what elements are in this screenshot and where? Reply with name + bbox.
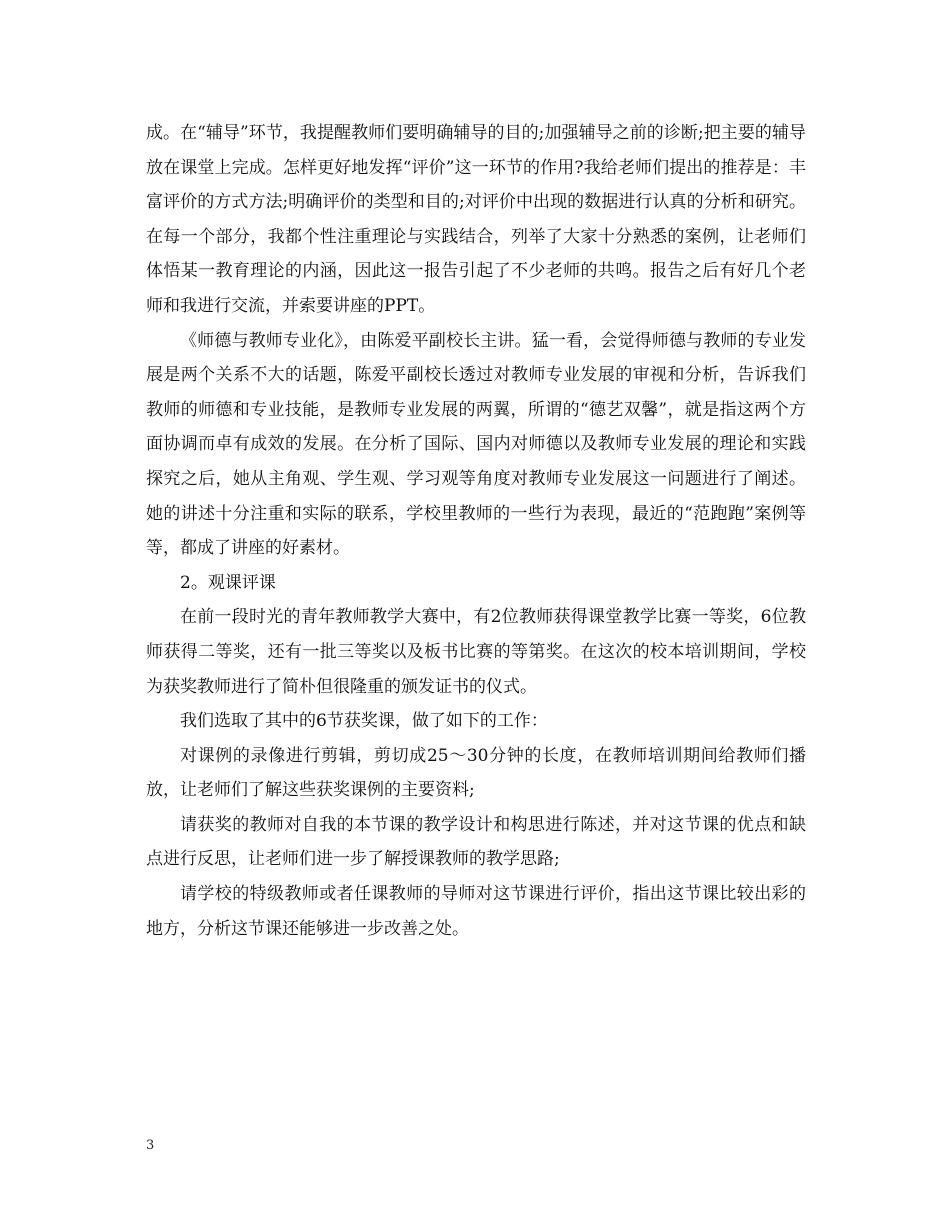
paragraph-2: 《师德与教师专业化》，由陈爱平副校长主讲。猛一看，会觉得师德与教师的专业发展是两个关系不大的话题，陈爱平副校长透过对教师专业发展的审视和分析，告诉我们教师的师德和专业技能，是教师专业发展的两翼，所谓的“德艺双馨”，就是指这两个方面协调而卓有成效的发展。在分析了国际、国内对师德以及教师专业发展的理论和实践探究之后，她从主角观、学生观、学习观等角度对教师专业发展这一问题进行了阐述。她的讲述十分注重和实际的联系，学校里教师的一些行为表现，最近的“范跑跑”案例等等，都成了讲座的好素材。	[146, 330, 806, 559]
document-body	[146, 116, 806, 946]
paragraph-4: 我们选取了其中的6节获奖课，做了如下的工作：	[180, 711, 548, 732]
paragraph-3: 在前一段时光的青年教师教学大赛中，有2位教师获得课堂教学比赛一等奖，6位教师获得二等奖，还有一批三等奖以及板书比赛的等第奖。在这次的校本培训期间，学校为获奖教师进行了简朴但很隆重的颁发证书的仪式。	[146, 607, 806, 697]
paragraph-1: 成。在“辅导”环节，我提醒教师们要明确辅导的目的;加强辅导之前的诊断;把主要的辅导放在课堂上完成。怎样更好地发挥“评价”这一环节的作用?我给老师们提出的推荐是：丰富评价的方式方法;明确评价的类型和目的;对评价中出现的数据进行认真的分析和研究。在每一个部分，我都个性注重理论与实践结合，列举了大家十分熟悉的案例，让老师们体悟某一教育理论的内涵，因此这一报告引起了不少老师的共鸣。报告之后有好几个老师和我进行交流，并索要讲座的PPT。	[146, 123, 806, 316]
paragraph-5: 对课例的录像进行剪辑，剪切成25～30分钟的长度，在教师培训期间给教师们播放，让老师们了解这些获奖课例的主要资料;	[146, 745, 806, 801]
page-number: 3	[146, 1138, 155, 1153]
paragraph-6: 请获奖的教师对自我的本节课的教学设计和构思进行陈述，并对这节课的优点和缺点进行反思，让老师们进一步了解授课教师的教学思路;	[146, 814, 806, 870]
section-heading-observe-evaluate: 2。观课评课	[180, 572, 276, 593]
paragraph-7: 请学校的特级教师或者任课教师的导师对这节课进行评价，指出这节课比较出彩的地方，分析这节课还能够进一步改善之处。	[146, 884, 806, 939]
